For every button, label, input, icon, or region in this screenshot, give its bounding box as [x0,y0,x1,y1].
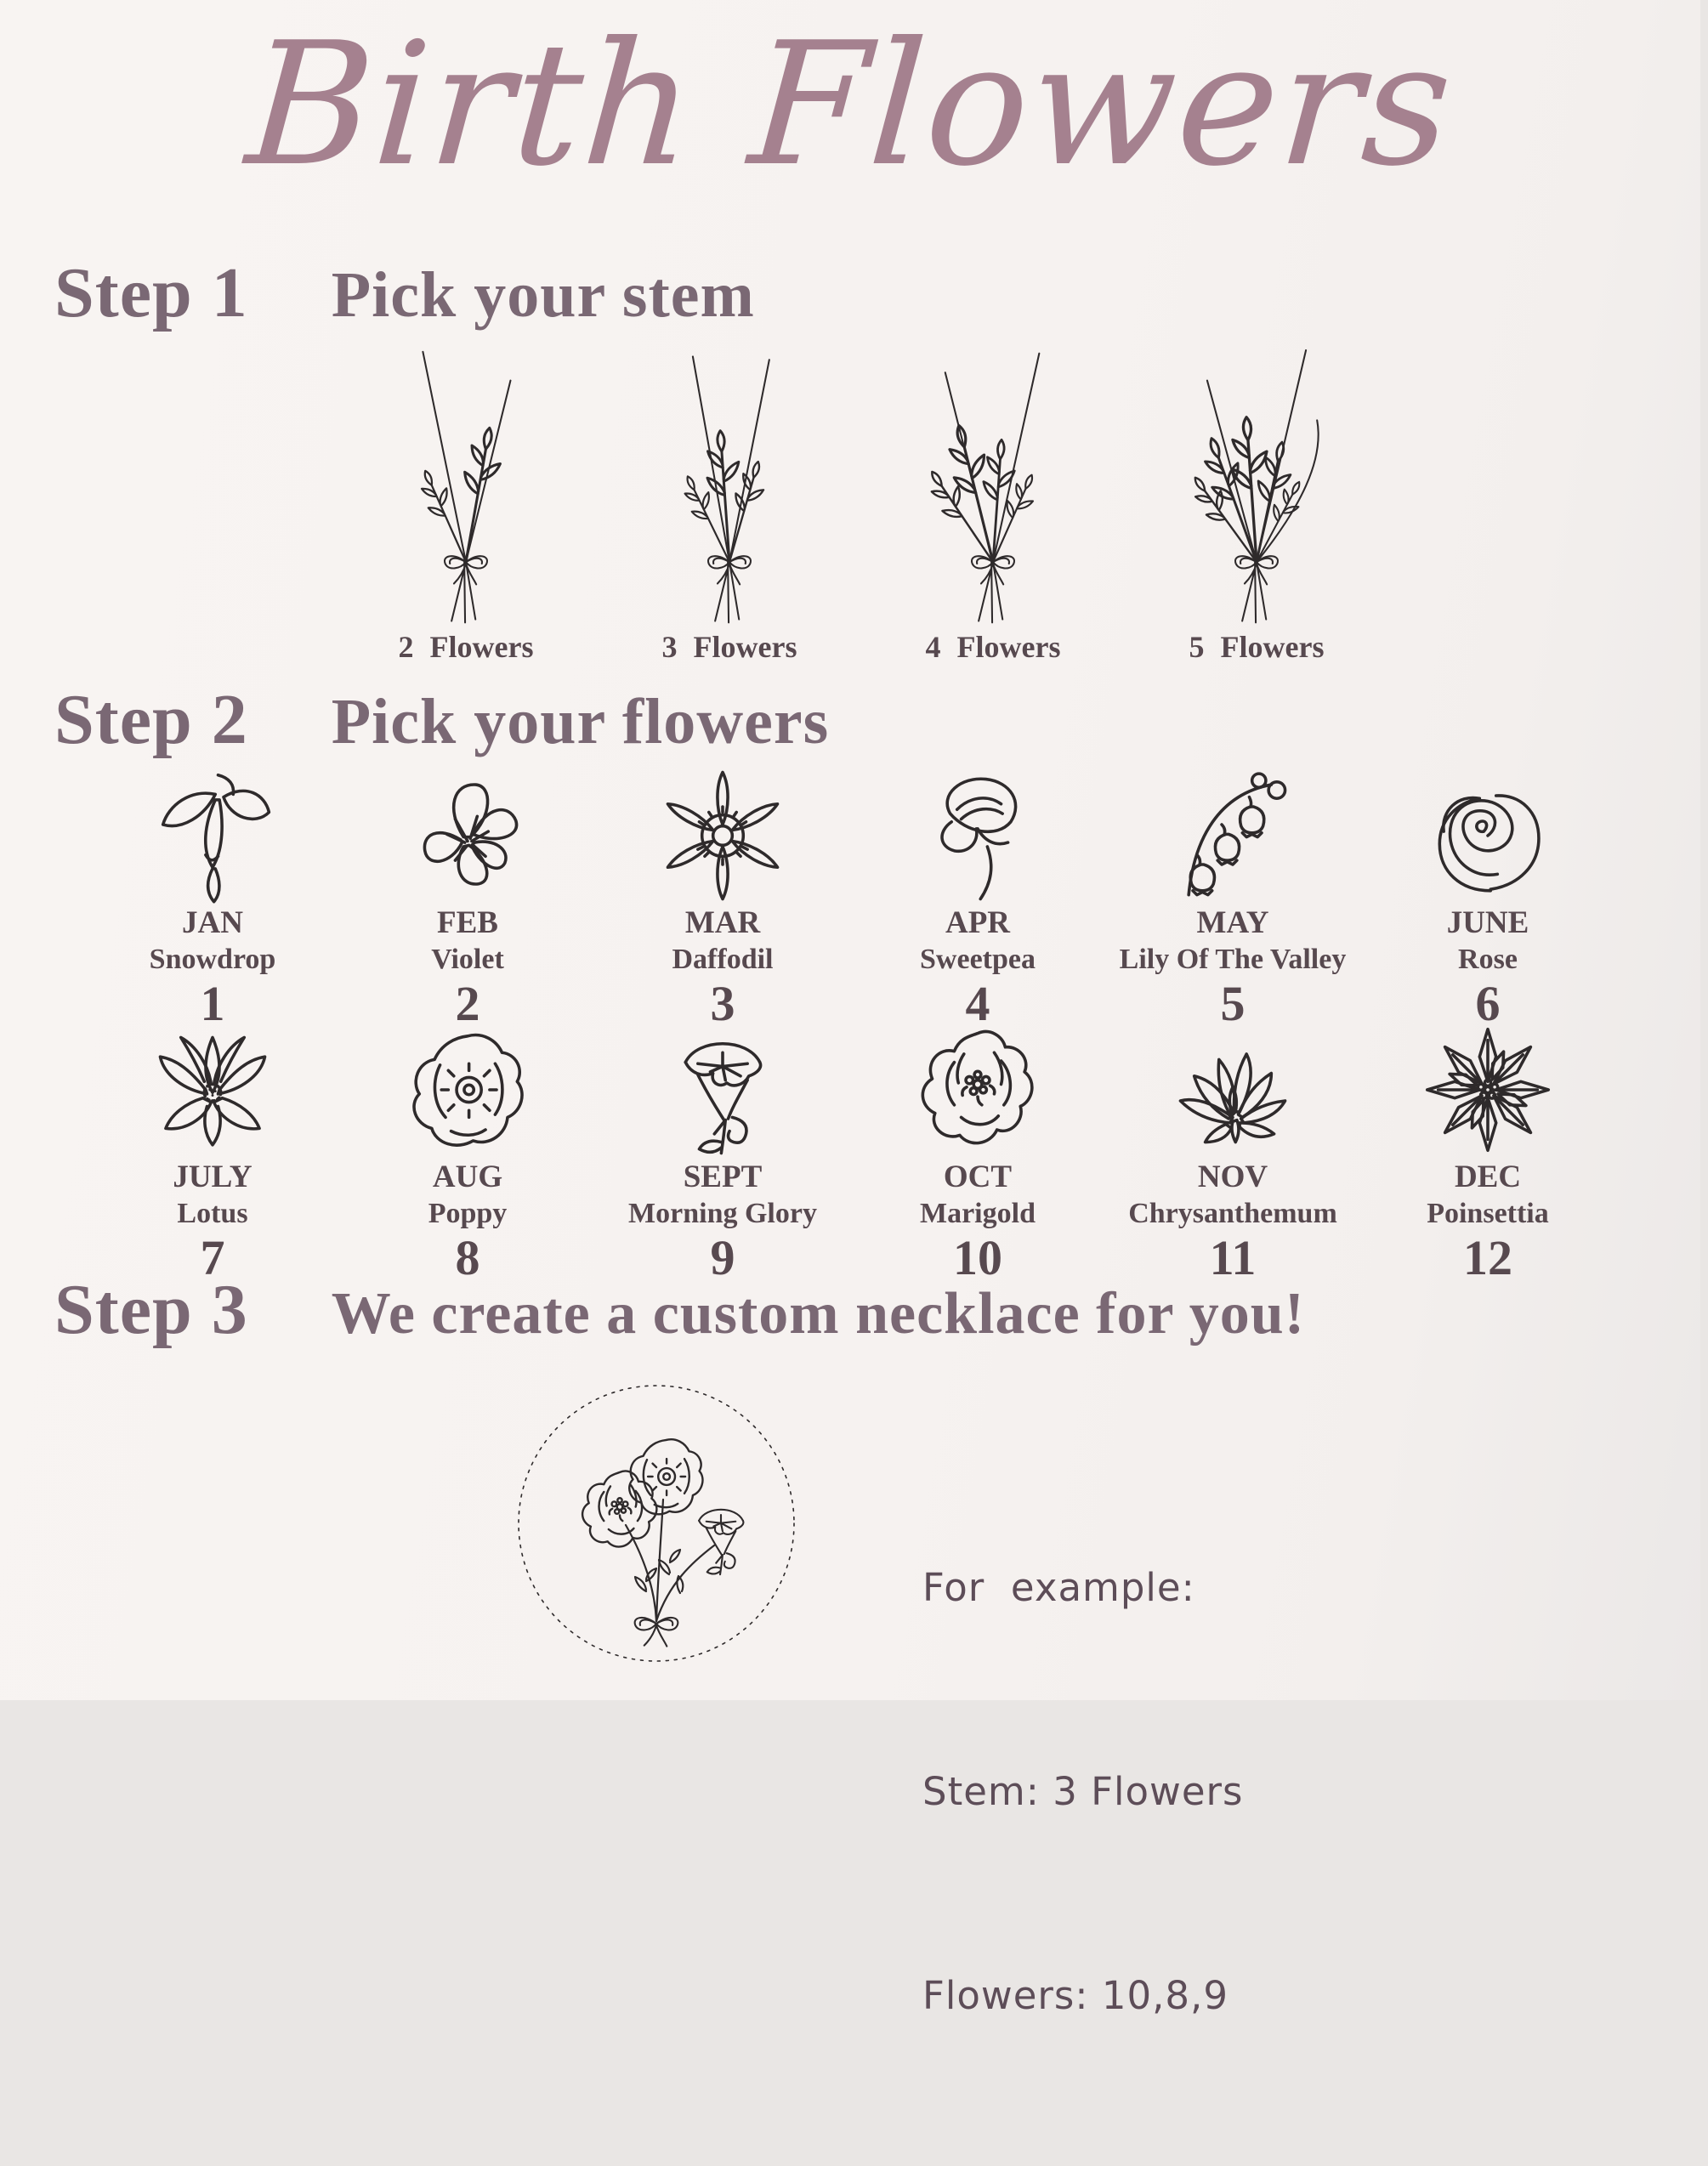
flower-name: Chrysanthemum [1128,1198,1337,1229]
flower-option-apr [850,767,1105,1031]
example-necklace-preview [512,1379,801,1668]
flower-name: Marigold [920,1198,1036,1229]
flower-number: 4 [965,976,990,1031]
violet-flower-icon [396,767,539,904]
flower-month: JAN [182,905,243,940]
flower-number: 10 [953,1230,1002,1285]
flower-option-oct [850,1021,1105,1285]
rose-flower-icon [1416,767,1559,904]
example-flowers-line: Flowers: 10,8,9 [922,1973,1229,2018]
flower-option-july [85,1021,340,1285]
flower-name: Sweetpea [920,944,1036,975]
lily-of-the-valley-flower-icon [1161,767,1304,904]
stem-option-label: 4 Flowers [925,630,1061,664]
flower-month: FEB [437,905,498,940]
example-stem-line: Stem: 3 Flowers [922,1769,1244,1814]
flower-number: 5 [1220,976,1246,1031]
example-heading: For example: [922,1565,1195,1610]
step2-header [54,678,829,761]
stem-2-flowers-icon [359,325,573,627]
flower-month: DEC [1454,1160,1522,1194]
stem-5-flowers-icon [1149,325,1364,627]
flower-month: JUNE [1446,905,1529,940]
flower-name: Daffodil [672,944,774,975]
poinsettia-flower-icon [1416,1021,1559,1159]
stem-option-label: 2 Flowers [398,630,534,664]
step3-header [54,1268,1305,1351]
flower-option-dec [1360,1021,1615,1285]
flower-option-aug [340,1021,595,1285]
flower-number: 6 [1475,976,1501,1031]
flower-option-jan [85,767,340,1031]
flower-number: 8 [455,1230,480,1285]
daffodil-flower-icon [651,767,794,904]
flower-option-june [1360,767,1615,1031]
stem-option-label: 3 Flowers [661,630,797,664]
flower-month: NOV [1197,1160,1268,1194]
flower-month: OCT [943,1160,1013,1194]
step1-header [54,252,755,334]
step2-heading: Pick your flowers [331,686,830,757]
flower-name: Rose [1458,944,1518,975]
flower-month: SEPT [683,1160,763,1194]
flower-month: MAR [684,905,761,940]
step3-heading: We create a custom necklace for you! [331,1281,1306,1347]
flower-number: 1 [200,976,225,1031]
flower-number: 9 [710,1230,735,1285]
flower-month: AUG [432,1160,503,1194]
stem-option-4-flowers [874,325,1112,665]
sweetpea-flower-icon [906,767,1049,904]
morning-glory-flower-icon [651,1021,794,1159]
flower-options [85,767,1615,1285]
stem-options [347,325,1376,665]
stem-3-flowers-icon [622,325,837,627]
marigold-flower-icon [906,1021,1049,1159]
flower-number: 12 [1463,1230,1512,1285]
step1-label: Step 1 [54,253,248,332]
flower-number: 7 [200,1230,225,1285]
step2-label: Step 2 [54,680,248,759]
flower-month: APR [945,905,1011,940]
flower-option-nov [1105,1021,1360,1285]
flower-name: Violet [431,944,504,975]
poppy-flower-icon [396,1021,539,1159]
stem-4-flowers-icon [886,325,1100,627]
flower-name: Poinsettia [1427,1198,1549,1229]
chrysanthemum-flower-icon [1161,1021,1304,1159]
example-bouquet-icon [512,1379,801,1668]
stem-option-5-flowers [1138,325,1376,665]
page-title: Birth Flowers [241,6,1460,204]
flower-option-mar [595,767,850,1031]
stem-option-label: 5 Flowers [1189,630,1325,664]
flower-number: 3 [710,976,735,1031]
flower-option-sept [595,1021,850,1285]
step3-label: Step 3 [54,1270,248,1349]
flower-option-feb [340,767,595,1031]
flower-name: Poppy [428,1198,508,1229]
flower-number: 2 [455,976,480,1031]
stem-option-3-flowers [610,325,848,665]
snowdrop-flower-icon [141,767,284,904]
step1-heading: Pick your stem [331,259,755,331]
lotus-flower-icon [141,1021,284,1159]
stem-option-2-flowers [347,325,585,665]
flower-option-may [1105,767,1360,1031]
flower-month: JULY [173,1160,253,1194]
example-text [922,1418,1243,2166]
flower-name: Morning Glory [628,1198,817,1229]
flower-name: Snowdrop [149,944,276,975]
flower-number: 11 [1209,1230,1257,1285]
flower-name: Lily Of The Valley [1119,944,1347,975]
flower-name: Lotus [177,1198,248,1229]
flower-month: MAY [1196,905,1269,940]
